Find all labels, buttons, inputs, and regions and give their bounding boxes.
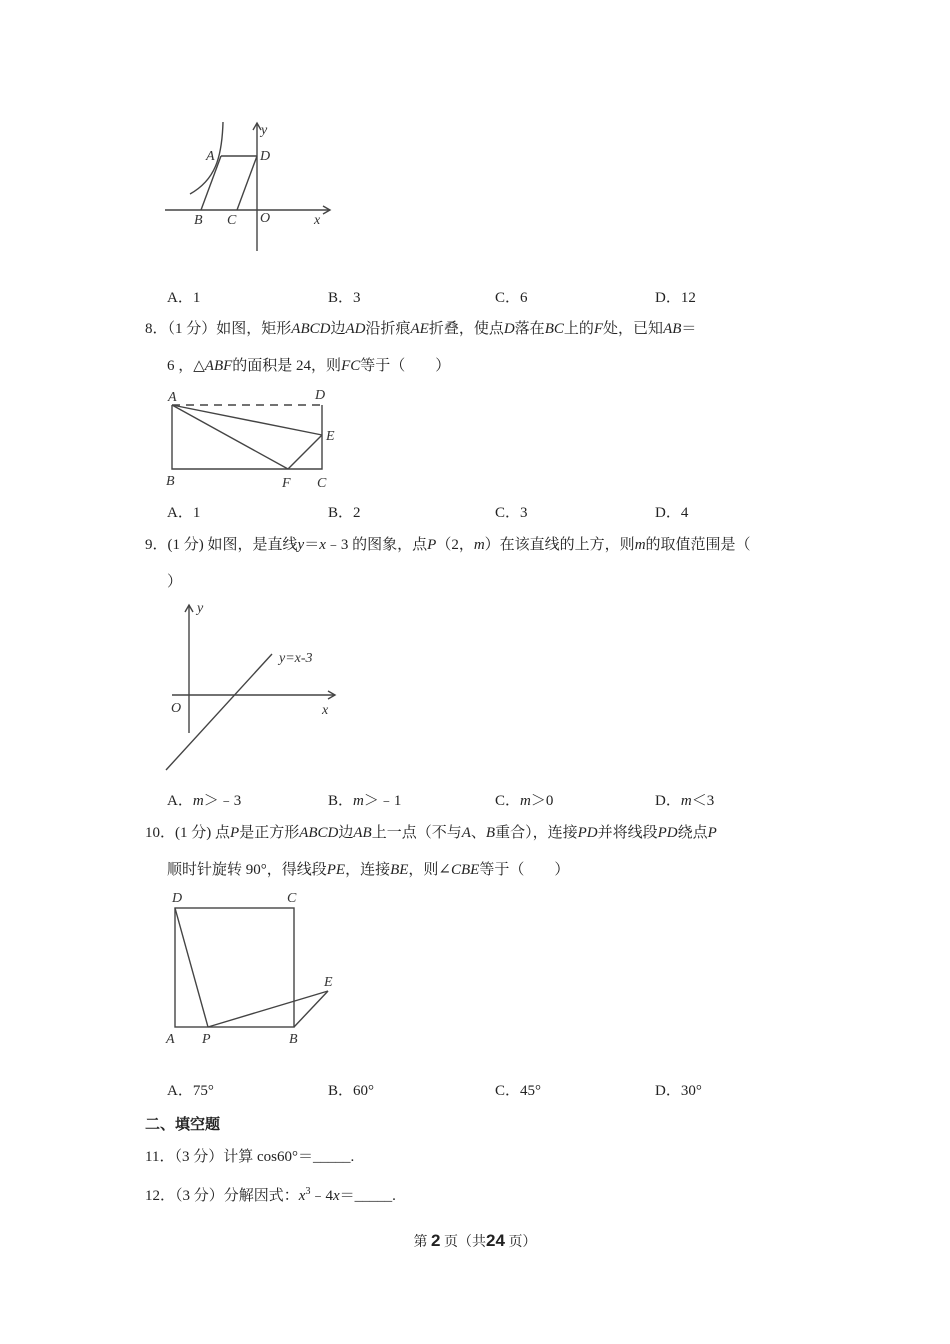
q10-line1: 10．(1 分) 点P是正方形ABCD边AB上一点（不与A、B重合），连接PD并将线段PD绕点P	[145, 825, 717, 841]
segment-dc	[237, 156, 257, 210]
line-y-eq-x-minus-3	[166, 654, 272, 770]
q8-option-b[interactable]: B．2	[328, 505, 361, 521]
q8-line2: 6 ，△ABF的面积是 24，则FC等于（ ）	[167, 358, 451, 374]
label-e: E	[324, 975, 333, 990]
label-a: A	[168, 390, 177, 405]
label-d: D	[172, 891, 183, 906]
square-abcd	[175, 908, 294, 1027]
label-equation: y=x-3	[279, 651, 313, 666]
label-o: O	[171, 701, 182, 716]
q8-option-c[interactable]: C．3	[495, 505, 528, 521]
current-page-number: 2	[431, 1231, 441, 1250]
q8-figure	[160, 383, 350, 493]
q9-option-b[interactable]: B．m＞﹣1	[328, 793, 402, 809]
q9-option-c[interactable]: C．m＞0	[495, 793, 554, 809]
label-b: B	[194, 213, 203, 228]
label-a: A	[166, 1032, 175, 1047]
q10-option-c[interactable]: C．45°	[495, 1083, 542, 1099]
label-f: F	[282, 476, 291, 491]
label-e: E	[326, 429, 335, 444]
page-footer: 第 2 页（共24 页）	[413, 1231, 537, 1250]
segment-pe	[208, 991, 328, 1027]
section-title-fill-in: 二、填空题	[145, 1115, 221, 1133]
label-x: x	[322, 703, 329, 718]
q11: 11．（3 分）计算 cos60°＝_____.	[145, 1149, 355, 1165]
q10-option-d[interactable]: D．30°	[655, 1083, 702, 1099]
q8-option-d[interactable]: D．4	[655, 505, 689, 521]
segment-dp	[175, 908, 208, 1027]
q12: 12．（3 分）分解因式：$x^3﹣4x=\_\_\_\_\_$.	[145, 1186, 396, 1204]
q7-option-a[interactable]: A．1	[167, 290, 201, 306]
label-y: y	[197, 601, 204, 616]
label-a: A	[206, 149, 215, 164]
label-d: D	[315, 388, 326, 403]
rectangle-sides	[172, 405, 322, 469]
label-d: D	[260, 149, 271, 164]
q9-line2: ）	[167, 574, 183, 590]
label-b: B	[166, 474, 175, 489]
segment-fe	[288, 435, 322, 469]
label-o: O	[260, 211, 271, 226]
q9-line1: 9．(1 分) 如图，是直线y＝x﹣3 的图象，点P（2，m）在该直线的上方，则m的取值范围是（	[145, 537, 751, 553]
q7-option-d[interactable]: D．12	[655, 290, 696, 306]
q7-figure	[160, 118, 340, 258]
crease-ae	[172, 405, 322, 435]
q8-line1: 8．（1 分）如图，矩形ABCD边AD沿折痕AE折叠，使点D落在BC上的F处，已知AB＝	[145, 321, 697, 337]
label-x: x	[314, 213, 321, 228]
q7-option-c[interactable]: C．6	[495, 290, 528, 306]
label-c: C	[287, 891, 297, 906]
q7-option-b[interactable]: B．3	[328, 290, 361, 306]
q9-option-a[interactable]: A．m＞﹣3	[167, 793, 242, 809]
q11-answer-blank[interactable]: _____	[312, 1149, 351, 1165]
q8-option-a[interactable]: A．1	[167, 505, 201, 521]
total-page-count: 24	[486, 1231, 505, 1250]
q9-option-d[interactable]: D．m＜3	[655, 793, 715, 809]
label-c: C	[227, 213, 237, 228]
q10-option-b[interactable]: B．60°	[328, 1083, 375, 1099]
q10-line2: 顺时针旋转 90°，得线段PE，连接BE，则∠CBE等于（ ）	[167, 862, 570, 878]
q10-option-a[interactable]: A．75°	[167, 1083, 214, 1099]
segment-af	[172, 405, 288, 469]
label-p: P	[202, 1032, 211, 1047]
label-y: y	[261, 123, 268, 138]
q10-figure	[158, 884, 348, 1054]
q9-figure	[160, 598, 350, 778]
label-c: C	[317, 476, 327, 491]
label-b: B	[289, 1032, 298, 1047]
q12-answer-blank[interactable]: _____	[354, 1188, 393, 1204]
